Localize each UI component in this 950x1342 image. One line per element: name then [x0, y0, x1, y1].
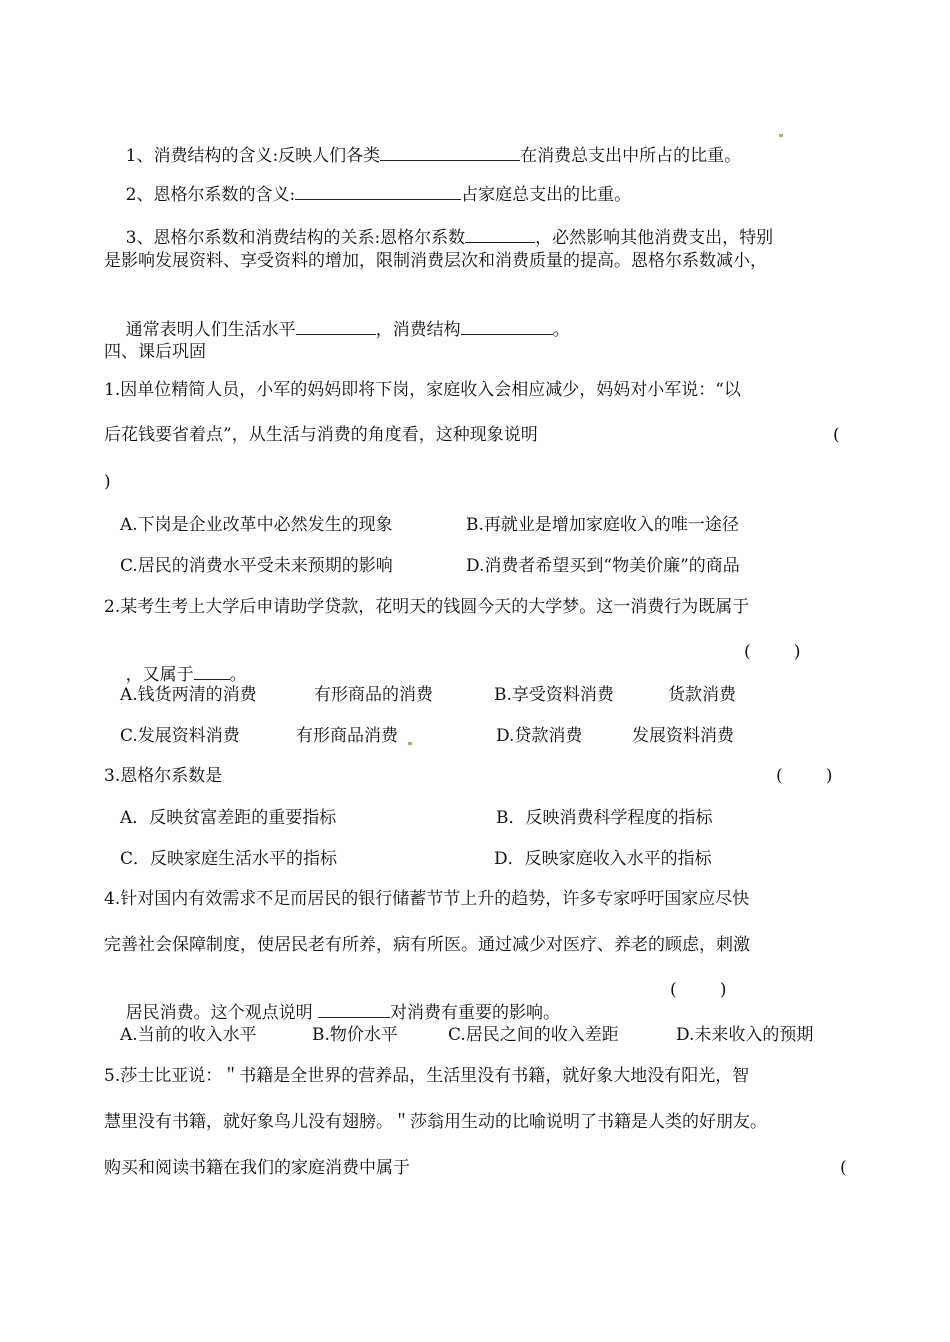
fill-blank-2[interactable] — [295, 183, 461, 200]
q3-answer-paren[interactable]: ( ) — [776, 766, 833, 786]
stray-mark-2 — [408, 742, 412, 745]
q4-option-c[interactable]: C.居民之间的收入差距 — [448, 1025, 619, 1045]
q3-stem: 3.恩格尔系数是 — [104, 766, 223, 786]
q5-stem-line-2: 慧里没有书籍，就好象鸟儿没有翅膀。＂莎翁用生动的比喻说明了书籍是人类的好朋友。 — [104, 1112, 767, 1132]
q2-option-d-second: 发展资料消费 — [632, 726, 734, 746]
q2-option-a-second: 有形商品的消费 — [314, 685, 433, 705]
fill-item-2-text-before: 2、恩格尔系数的含义: — [125, 185, 296, 205]
fill-blank-4[interactable] — [296, 318, 376, 335]
q2-stem-line-1: 2.某考生考上大学后申请助学贷款，花明天的钱圆今天的大学梦。这一消费行为既属于 — [104, 597, 750, 617]
q1-option-a[interactable]: A.下岗是企业改革中必然发生的现象 — [120, 515, 393, 535]
q2-stem-line-2-end: 。 — [229, 665, 247, 685]
section-heading: 四、课后巩固 — [104, 342, 206, 362]
q2-option-d[interactable]: D.贷款消费 — [496, 726, 583, 746]
fill-item-3-line-3-mid: ，消费结构 — [375, 320, 461, 340]
stray-mark — [779, 134, 783, 137]
q3-option-d[interactable]: D．反映家庭收入水平的指标 — [494, 849, 712, 869]
q1-stem-line-1: 1.因单位精简人员，小军的妈妈即将下岗，家庭收入会相应减少，妈妈对小军说：“以 — [104, 380, 741, 400]
q5-stem-line-3: 购买和阅读书籍在我们的家庭消费中属于 — [104, 1158, 410, 1178]
q4-answer-paren[interactable]: ( ) — [670, 980, 727, 1000]
q3-option-b[interactable]: B．反映消费科学程度的指标 — [496, 808, 713, 828]
q2-answer-paren[interactable]: ( ) — [744, 642, 801, 662]
fill-blank-1[interactable] — [380, 144, 520, 161]
q1-stem-line-2: 后花钱要省着点”，从生活与消费的角度看，这种现象说明 — [104, 425, 538, 445]
q2-stem-line-2-text: ，又属于 — [125, 665, 194, 685]
q4-stem-line-3-end: 对消费有重要的影响。 — [390, 1003, 561, 1023]
fill-blank-5[interactable] — [461, 318, 553, 335]
q1-answer-paren-close: ) — [104, 472, 111, 492]
q4-option-d[interactable]: D.未来收入的预期 — [676, 1025, 814, 1045]
q4-option-a[interactable]: A.当前的收入水平 — [120, 1025, 257, 1045]
q1-answer-paren-open[interactable]: ( — [833, 425, 840, 445]
q3-option-c[interactable]: C．反映家庭生活水平的指标 — [120, 849, 338, 869]
fill-item-2-text-after: 占家庭总支出的比重。 — [461, 185, 632, 205]
q2-blank[interactable] — [194, 663, 230, 680]
fill-item-3-line-3-after: 。 — [552, 320, 570, 340]
q2-option-c-second: 有形商品消费 — [296, 726, 398, 746]
q2-option-c[interactable]: C.发展资料消费 — [120, 726, 240, 746]
q4-stem-line-3-text: 居民消费。这个观点说明 — [125, 1003, 313, 1023]
q4-option-b[interactable]: B.物价水平 — [312, 1025, 398, 1045]
q5-stem-line-1: 5.莎士比亚说：＂书籍是全世界的营养品，生活里没有书籍，就好象大地没有阳光，智 — [104, 1066, 750, 1086]
fill-item-3-text-before: 3、恩格尔系数和消费结构的关系:恩格尔系数 — [125, 228, 466, 248]
fill-item-1-text-before: 1、消费结构的含义:反映人们各类 — [125, 146, 381, 166]
q2-option-a[interactable]: A.钱货两清的消费 — [120, 685, 257, 705]
fill-item-3-line-2: 是影响发展资料、享受资料的增加，限制消费层次和消费质量的提高。恩格尔系数减小， — [104, 251, 767, 271]
fill-blank-3[interactable] — [465, 226, 535, 243]
fill-item-3-line-3-before: 通常表明人们生活水平 — [125, 320, 296, 340]
q1-option-d[interactable]: D.消费者希望买到“物美价廉”的商品 — [466, 556, 740, 576]
q4-stem-line-1: 4.针对国内有效需求不足而居民的银行储蓄节节上升的趋势，许多专家呼吁国家应尽快 — [104, 889, 750, 909]
q1-option-b[interactable]: B.再就业是增加家庭收入的唯一途径 — [466, 515, 739, 535]
q2-option-b-second: 货款消费 — [668, 685, 736, 705]
fill-item-3-text-after: ，必然影响其他消费支出，特别 — [535, 228, 774, 248]
q1-option-c[interactable]: C.居民的消费水平受未来预期的影响 — [120, 556, 393, 576]
q3-option-a[interactable]: A．反映贫富差距的重要指标 — [120, 808, 337, 828]
fill-item-1-text-after: 在消费总支出中所占的比重。 — [520, 146, 742, 166]
q2-option-b[interactable]: B.享受资料消费 — [494, 685, 614, 705]
q4-stem-line-2: 完善社会保障制度，使居民老有所养，病有所医。通过减少对医疗、养老的顾虑，刺激 — [104, 935, 750, 955]
q4-blank[interactable] — [318, 1001, 390, 1018]
q5-answer-paren-open[interactable]: ( — [840, 1158, 847, 1178]
